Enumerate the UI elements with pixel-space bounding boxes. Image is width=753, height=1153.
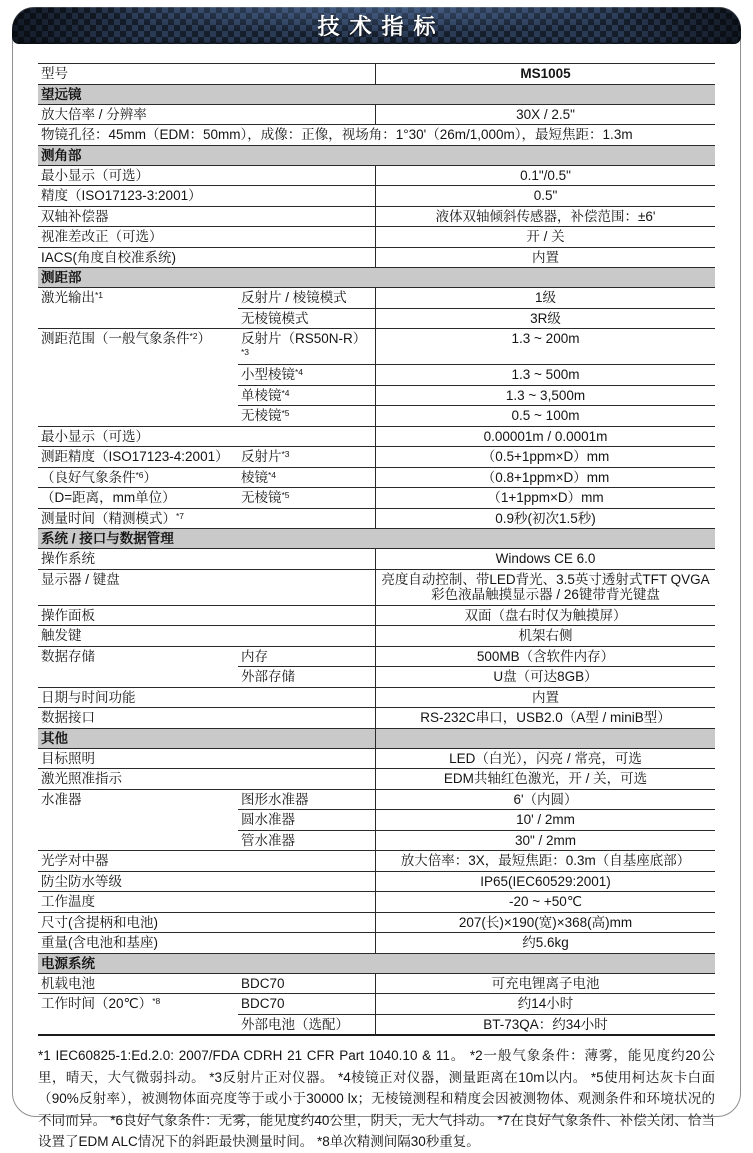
spec-row: 操作系统 Windows CE 6.0 <box>38 548 715 569</box>
spec-row: 激光照准指示 EDM共轴红色激光，开 / 关，可选 <box>38 768 715 789</box>
model-value: MS1005 <box>520 66 571 81</box>
spec-row: 最小显示（可选） 0.1"/0.5" <box>38 165 715 186</box>
spec-row: 无棱镜模式 3R级 <box>38 308 715 329</box>
spec-row: 管水准器 30" / 2mm <box>38 830 715 851</box>
section-header-system: 系统 / 接口与数据管理 <box>38 528 715 548</box>
spec-row: 防尘防水等级 IP65(IEC60529:2001) <box>38 871 715 892</box>
spec-row: 数据存储 内存 500MB（含软件内存） <box>38 646 715 667</box>
spec-row: 工作温度 -20 ~ +50℃ <box>38 891 715 912</box>
spec-row: 尺寸(含提柄和电池) 207(长)×190(宽)×368(高)mm <box>38 912 715 933</box>
spec-row: 重量(含电池和基座) 约5.6kg <box>38 932 715 953</box>
section-header-telescope: 望远镜 <box>38 84 715 104</box>
spec-row: 水准器 图形水准器 6'（内圆） <box>38 789 715 810</box>
footnotes: *1 IEC60825-1:Ed.2.0: 2007/FDA CDRH 21 CFR Part 1040.10 & 11。 *2一般气象条件：薄雾，能见度约20公里，晴天，大气微弱抖动。 *3反射片正对仪器。 *4棱镜正对仪器，测量距离在10m以内。 *5使用柯达灰卡白面（90%反射率），被测物体面亮度等于或小于30000 lx；无棱镜测程和精度会因被测物体、观测条件和环境状况的不同而异。 *6良好气象条件：无雾，能见度约40公里，阴天，无大气抖动。 *7在良好气象条件、补偿关闭、恰当设置了EDM ALC情况下的斜距最快测量时间。 *8单次精测间隔30秒重复。 <box>38 1048 715 1149</box>
spec-row: （D=距离，mm单位） 无棱镜$^{*5}$ （1+1ppm×D）mm <box>38 487 715 508</box>
header-band <box>12 7 741 44</box>
spec-row: IACS(角度自校准系统) 内置 <box>38 247 715 268</box>
spec-row: 外部电池（选配） BT-73QA：约34小时 <box>38 1014 715 1035</box>
spec-row: 工作时间（20℃）$^{*8}$ BDC70 约14小时 <box>38 993 715 1014</box>
spec-row: 日期与时间功能 内置 <box>38 687 715 708</box>
section-header-other: 其他 <box>38 728 715 748</box>
spec-row: 小型棱镜$^{*4}$ 1.3 ~ 500m <box>38 364 715 385</box>
spec-row-fullwidth: 物镜孔径：45mm（EDM：50mm），成像：正像，视场角：1°30'（26m/1,000m），最短焦距：1.3m <box>38 124 715 145</box>
section-header-power: 电源系统 <box>38 953 715 973</box>
spec-row: 数据接口 RS-232C串口，USB2.0（A型 / miniB型） <box>38 707 715 728</box>
spec-row: 测量时间（精测模式）$^{*7}$ 0.9秒(初次1.5秒) <box>38 508 715 529</box>
section-header-angle: 测角部 <box>38 145 715 165</box>
spec-row: 双轴补偿器 液体双轴倾斜传感器，补偿范围：±6' <box>38 206 715 227</box>
spec-row: 机载电池 BDC70 可充电锂离子电池 <box>38 973 715 994</box>
spec-row: 操作面板 双面（盘右时仅为触摸屏） <box>38 605 715 626</box>
spec-row: 视准差改正（可选） 开 / 关 <box>38 226 715 247</box>
spec-row: 测距范围（一般气象条件$^{*2}$） 反射片$(RS50N-R)^{*3}$ 1.3 ~ 200m <box>38 328 715 364</box>
spec-row: 精度（ISO17123-3:2001） 0.5" <box>38 185 715 206</box>
spec-row: 最小显示（可选） 0.00001m / 0.0001m <box>38 426 715 447</box>
spec-row: 外部存储 U盘（可达8GB） <box>38 666 715 687</box>
spec-row: 激光输出$^{*1}$ 反射片 / 棱镜模式 1级 <box>38 287 715 308</box>
spec-row: 触发键 机架右侧 <box>38 625 715 646</box>
spec-row: 光学对中器 放大倍率：3X，最短焦距：0.3m（自基座底部） <box>38 850 715 871</box>
section-header-edm: 测距部 <box>38 267 715 287</box>
spec-row: 圆水准器 10' / 2mm <box>38 809 715 830</box>
spec-row: 显示器 / 键盘 亮度自动控制、带LED背光、3.5英寸透射式TFT QVGA彩色液晶触摸显示器 / 26键带背光键盘 <box>38 569 715 605</box>
spec-row: 单棱镜$^{*4}$ 1.3 ~ 3,500m <box>38 385 715 406</box>
spec-row: 无棱镜$^{*5}$ 0.5 ~ 100m <box>38 405 715 426</box>
spec-row: （良好气象条件$^{*6}$） 棱镜$^{*4}$ （0.8+1ppm×D）mm <box>38 467 715 488</box>
spec-row: 放大倍率 / 分辨率 30X / 2.5" <box>38 104 715 125</box>
spec-row: 测距精度（ISO17123-4:2001） 反射片$^{*3}$ （0.5+1ppm×D）mm <box>38 446 715 467</box>
spec-card <box>12 7 741 1149</box>
spec-row: 目标照明 LED（白光），闪亮 / 常亮，可选 <box>38 748 715 769</box>
spec-row-model: 型号 MS1005 <box>38 63 715 84</box>
page-title: 技术指标 <box>317 14 446 39</box>
spec-table <box>38 63 715 1036</box>
